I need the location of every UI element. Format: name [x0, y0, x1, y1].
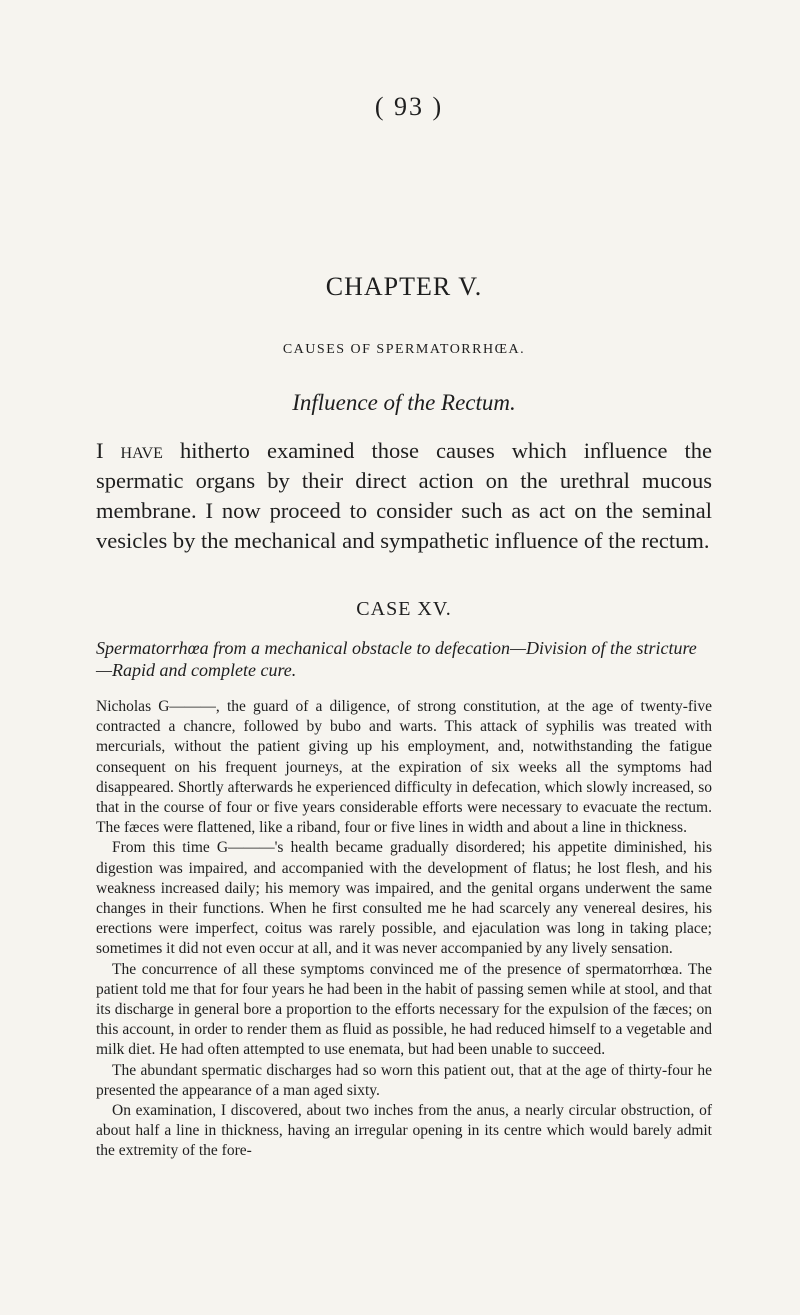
- body-paragraph: From this time G———'s health became gradually disordered; his appetite diminished, his digestion was impaired, and accompanied with the development of flatus; he lost flesh, and his weakness increased daily; his memory was impaired, and the genital organs underwent the same changes in their functions. When he first consulted me he had scarcely any venereal desires, his erections were imperfect, coitus was rarely possible, and ejaculation was long in taking place; sometimes it did not even occur at all, and it was never accompanied by any lively sensation.: [96, 839, 712, 958]
- body-paragraph: Nicholas G———, the guard of a diligence, of strong constitution, at the age of twenty-five contracted a chancre, followed by bubo and warts. This attack of syphilis was treated with mercurials, without the patient giving up his employment, and, notwithstanding the fatigue consequent on his frequent journeys, at the expiration of six weeks all the symptoms had disappeared. Shortly afterwards he experienced difficulty in defecation, which slowly increased, so that in the course of four or five years considerable efforts were necessary to evacuate the rectum. The fæces were flattened, like a riband, four or five lines in width and about a line in thickness.: [96, 698, 712, 837]
- section-heading: CAUSES OF SPERMATORRHŒA.: [282, 342, 526, 357]
- body-paragraph: The abundant spermatic discharges had so worn this patient out, that at the age of thirty-four he presented the appearance of a man aged sixty.: [96, 1061, 712, 1099]
- body-paragraph: On examination, I discovered, about two inches from the anus, a nearly circular obstruction, of about half a line in thickness, having an irregular opening in its centre which would barely admit the extremity of the fore-: [96, 1102, 712, 1160]
- intro-text: hitherto examined those causes which influence the spermatic organs by their direct action on the urethral mucous membrane. I now proceed to consider such as act on the seminal vesicles by the mechanical and sympathetic influence of the rectum.: [96, 438, 712, 553]
- intro-paragraph: [96, 436, 712, 556]
- case-subtitle: Spermatorrhœa from a mechanical obstacle to defecation—Division of the stricture—Rapid and complete cure.: [96, 638, 697, 680]
- chapter-title: CHAPTER V.: [325, 272, 483, 301]
- case-title: CASE XV.: [356, 598, 452, 620]
- case-body: [96, 697, 712, 1162]
- intro-lead-words: I have: [96, 438, 163, 463]
- subsection-title: Influence of the Rectum.: [292, 390, 516, 415]
- body-paragraph: The concurrence of all these symptoms convinced me of the presence of spermatorrhœa. The patient told me that for four years he had been in the habit of passing semen while at stool, and that its discharge in general bore a proportion to the efforts necessary for the expulsion of the fæces; on this account, in order to render them as fluid as possible, he had reduced himself to a vegetable and milk diet. He had often attempted to use enemata, but had been unable to succeed.: [96, 960, 712, 1059]
- page-number: ( 93 ): [374, 92, 444, 121]
